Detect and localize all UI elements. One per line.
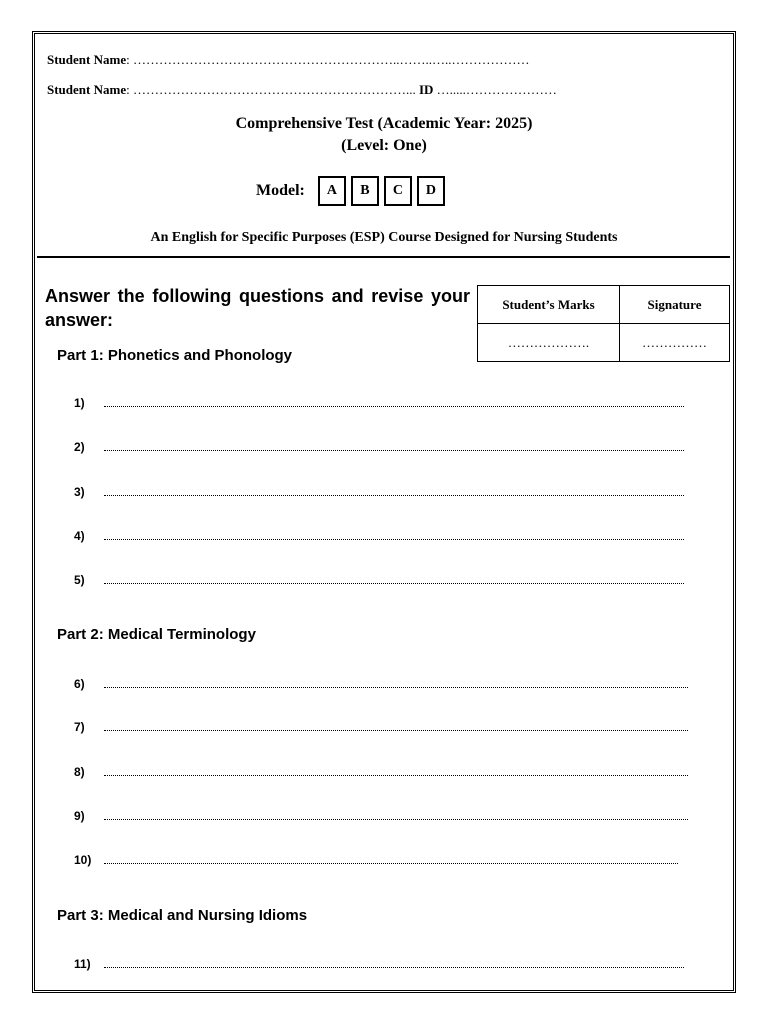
question-7[interactable] [74,720,688,734]
student-name-field[interactable]: ………………………………………………………... [132,82,419,97]
signature-field[interactable]: …………… [620,324,730,362]
student-name-row-1: Student Name: ……………………………………………………..……..…..……………… [47,52,530,67]
student-name-field[interactable]: ……………………………………………………..……..…..……………… [132,52,530,67]
answer-line[interactable] [104,449,684,451]
question-8[interactable] [74,765,688,779]
id-field[interactable]: ….....………………… [433,82,557,97]
answer-line[interactable] [104,538,684,540]
part-3-heading: Part 3: Medical and Nursing Idioms [57,907,308,924]
question-number: 5) [74,573,85,587]
question-1[interactable] [74,396,684,410]
id-label: ID [418,82,434,97]
question-number: 10) [74,853,92,867]
question-6[interactable] [74,677,688,691]
answer-line[interactable] [104,405,684,407]
part-2-heading: Part 2: Medical Terminology [57,626,256,643]
question-number: 2) [74,440,85,454]
question-10[interactable] [74,853,678,867]
answer-line[interactable] [104,818,688,820]
question-number: 8) [74,765,85,779]
question-number: 11) [74,957,91,971]
answer-line[interactable] [104,862,678,864]
test-title: Comprehensive Test (Academic Year: 2025) [235,115,533,132]
question-5[interactable] [74,573,684,587]
question-number: 6) [74,677,85,691]
model-option-b[interactable]: B [351,176,379,206]
question-11[interactable] [74,957,684,971]
question-number: 3) [74,485,85,499]
question-9[interactable] [74,809,688,823]
question-3[interactable] [74,485,684,499]
signature-header: Signature [620,286,730,324]
marks-table [477,285,730,362]
student-name-row-2: Student Name: ………………………………………………………... ID ….....………………… [47,82,557,97]
question-number: 4) [74,529,85,543]
question-2[interactable] [74,440,684,454]
model-option-a[interactable]: A [318,176,346,206]
model-option-c[interactable]: C [384,176,412,206]
answer-line[interactable] [104,729,688,731]
model-option-d[interactable]: D [417,176,445,206]
question-number: 1) [74,396,85,410]
part-1-heading: Part 1: Phonetics and Phonology [57,347,293,364]
header-divider [37,256,730,258]
marks-header: Student’s Marks [478,286,620,324]
model-selector [256,176,445,206]
answer-line[interactable] [104,494,684,496]
student-name-label: Student Name [47,52,127,67]
question-number: 7) [74,720,85,734]
answer-line[interactable] [104,686,688,688]
instructions: Answer the following questions and revise your answer: [45,286,470,330]
level-title: (Level: One) [341,137,427,154]
question-4[interactable] [74,529,684,543]
marks-value-field[interactable]: ………………. [478,324,620,362]
answer-line[interactable] [104,582,684,584]
course-subtitle: An English for Specific Purposes (ESP) Course Designed for Nursing Students [150,230,618,245]
model-label: Model: [256,182,305,199]
student-name-label: Student Name [47,82,127,97]
question-number: 9) [74,809,85,823]
answer-line[interactable] [104,774,688,776]
answer-line[interactable] [104,966,684,968]
